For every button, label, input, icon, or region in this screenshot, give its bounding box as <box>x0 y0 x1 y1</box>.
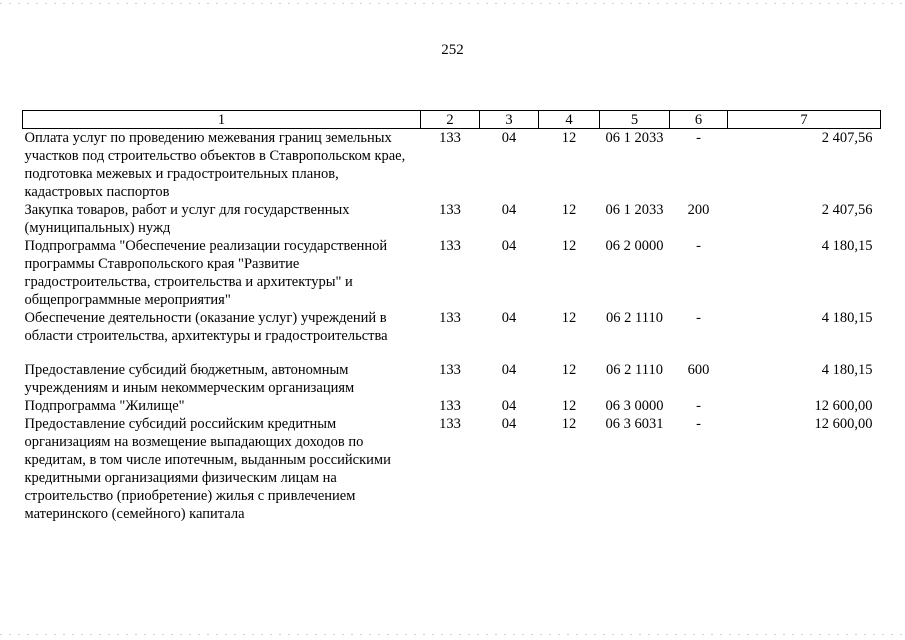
row-name: Закупка товаров, работ и услуг для государственных (муниципальных) нужд <box>24 202 350 236</box>
row-name: Подпрограмма "Обеспечение реализации государственной программы Ставропольского края "Развитие градостроительства, строительства и архитектуры" и общепрограммные мероприятия" <box>24 238 388 308</box>
row-code-section: 04 <box>501 310 517 326</box>
row-code-expense-type: - <box>696 416 701 432</box>
row-code-target: 06 3 0000 <box>605 398 664 414</box>
column-header-3: 3 <box>480 111 539 129</box>
row-amount: 4 180,15 <box>821 362 873 378</box>
row-code-target: 06 3 6031 <box>605 416 664 432</box>
column-header-4: 4 <box>539 111 600 129</box>
row-spacer <box>23 345 881 361</box>
table-header-row <box>23 111 881 129</box>
row-code-subsection: 12 <box>561 130 577 146</box>
budget-table <box>22 110 881 523</box>
row-code-section: 04 <box>501 238 517 254</box>
row-code-ministry: 133 <box>439 130 461 146</box>
row-amount: 12 600,00 <box>814 416 873 432</box>
row-code-expense-type: - <box>696 130 701 146</box>
row-code-ministry: 133 <box>439 202 461 218</box>
row-code-ministry: 133 <box>439 238 461 254</box>
row-name: Предоставление субсидий бюджетным, автономным учреждениям и иным некоммерческим организациям <box>24 362 355 396</box>
table-row <box>23 397 881 415</box>
row-code-section: 04 <box>501 398 517 414</box>
table-row <box>23 309 881 345</box>
column-header-2: 2 <box>421 111 480 129</box>
row-code-section: 04 <box>501 130 517 146</box>
row-code-expense-type: - <box>696 238 701 254</box>
row-amount: 2 407,56 <box>821 202 873 218</box>
row-code-section: 04 <box>501 416 517 432</box>
row-code-expense-type: 600 <box>687 362 710 378</box>
row-code-target: 06 1 2033 <box>605 130 664 146</box>
row-code-subsection: 12 <box>561 238 577 254</box>
row-amount: 4 180,15 <box>821 238 873 254</box>
row-code-target: 06 1 2033 <box>605 202 664 218</box>
row-amount: 12 600,00 <box>814 398 873 414</box>
table-row <box>23 237 881 309</box>
row-code-subsection: 12 <box>561 416 577 432</box>
column-header-6: 6 <box>670 111 728 129</box>
table-row <box>23 415 881 523</box>
row-code-ministry: 133 <box>439 398 461 414</box>
row-code-subsection: 12 <box>561 310 577 326</box>
column-header-5: 5 <box>600 111 670 129</box>
row-name: Предоставление субсидий российским кредитным организациям на возмещение выпадающих доходов по кредитам, в том числе ипотечным, выданным российскими кредитными организациями физическим лицам на строительство (приобретение) жилья с привлечением материнского (семейного) капитала <box>24 416 391 522</box>
row-amount: 4 180,15 <box>821 310 873 326</box>
row-amount: 2 407,56 <box>821 130 873 146</box>
table-row <box>23 361 881 397</box>
row-code-expense-type: - <box>696 398 701 414</box>
scan-edge-top <box>0 3 905 4</box>
column-header-1: 1 <box>23 111 421 129</box>
row-name: Обеспечение деятельности (оказание услуг) учреждений в области строительства, архитектуры и градостроительства <box>24 310 388 344</box>
row-code-ministry: 133 <box>439 362 461 378</box>
row-code-subsection: 12 <box>561 398 577 414</box>
row-code-section: 04 <box>501 202 517 218</box>
column-header-7: 7 <box>728 111 881 129</box>
row-code-subsection: 12 <box>561 362 577 378</box>
row-code-ministry: 133 <box>439 310 461 326</box>
row-code-expense-type: 200 <box>687 202 710 218</box>
row-code-target: 06 2 0000 <box>605 238 664 254</box>
page-number: 252 <box>441 42 464 58</box>
row-code-target: 06 2 1110 <box>606 310 663 326</box>
row-code-target: 06 2 1110 <box>606 362 663 378</box>
table-row <box>23 201 881 237</box>
row-name: Подпрограмма "Жилище" <box>24 398 185 414</box>
row-code-section: 04 <box>501 362 517 378</box>
row-code-expense-type: - <box>696 310 701 326</box>
row-name: Оплата услуг по проведению межевания границ земельных участков под строительство объектов в Ставропольском крае, подготовка межевых и градостроительных планов, кадастровых паспортов <box>24 130 406 200</box>
row-code-ministry: 133 <box>439 416 461 432</box>
table-row <box>23 129 881 202</box>
row-code-subsection: 12 <box>561 202 577 218</box>
scan-edge-bottom <box>0 634 905 635</box>
